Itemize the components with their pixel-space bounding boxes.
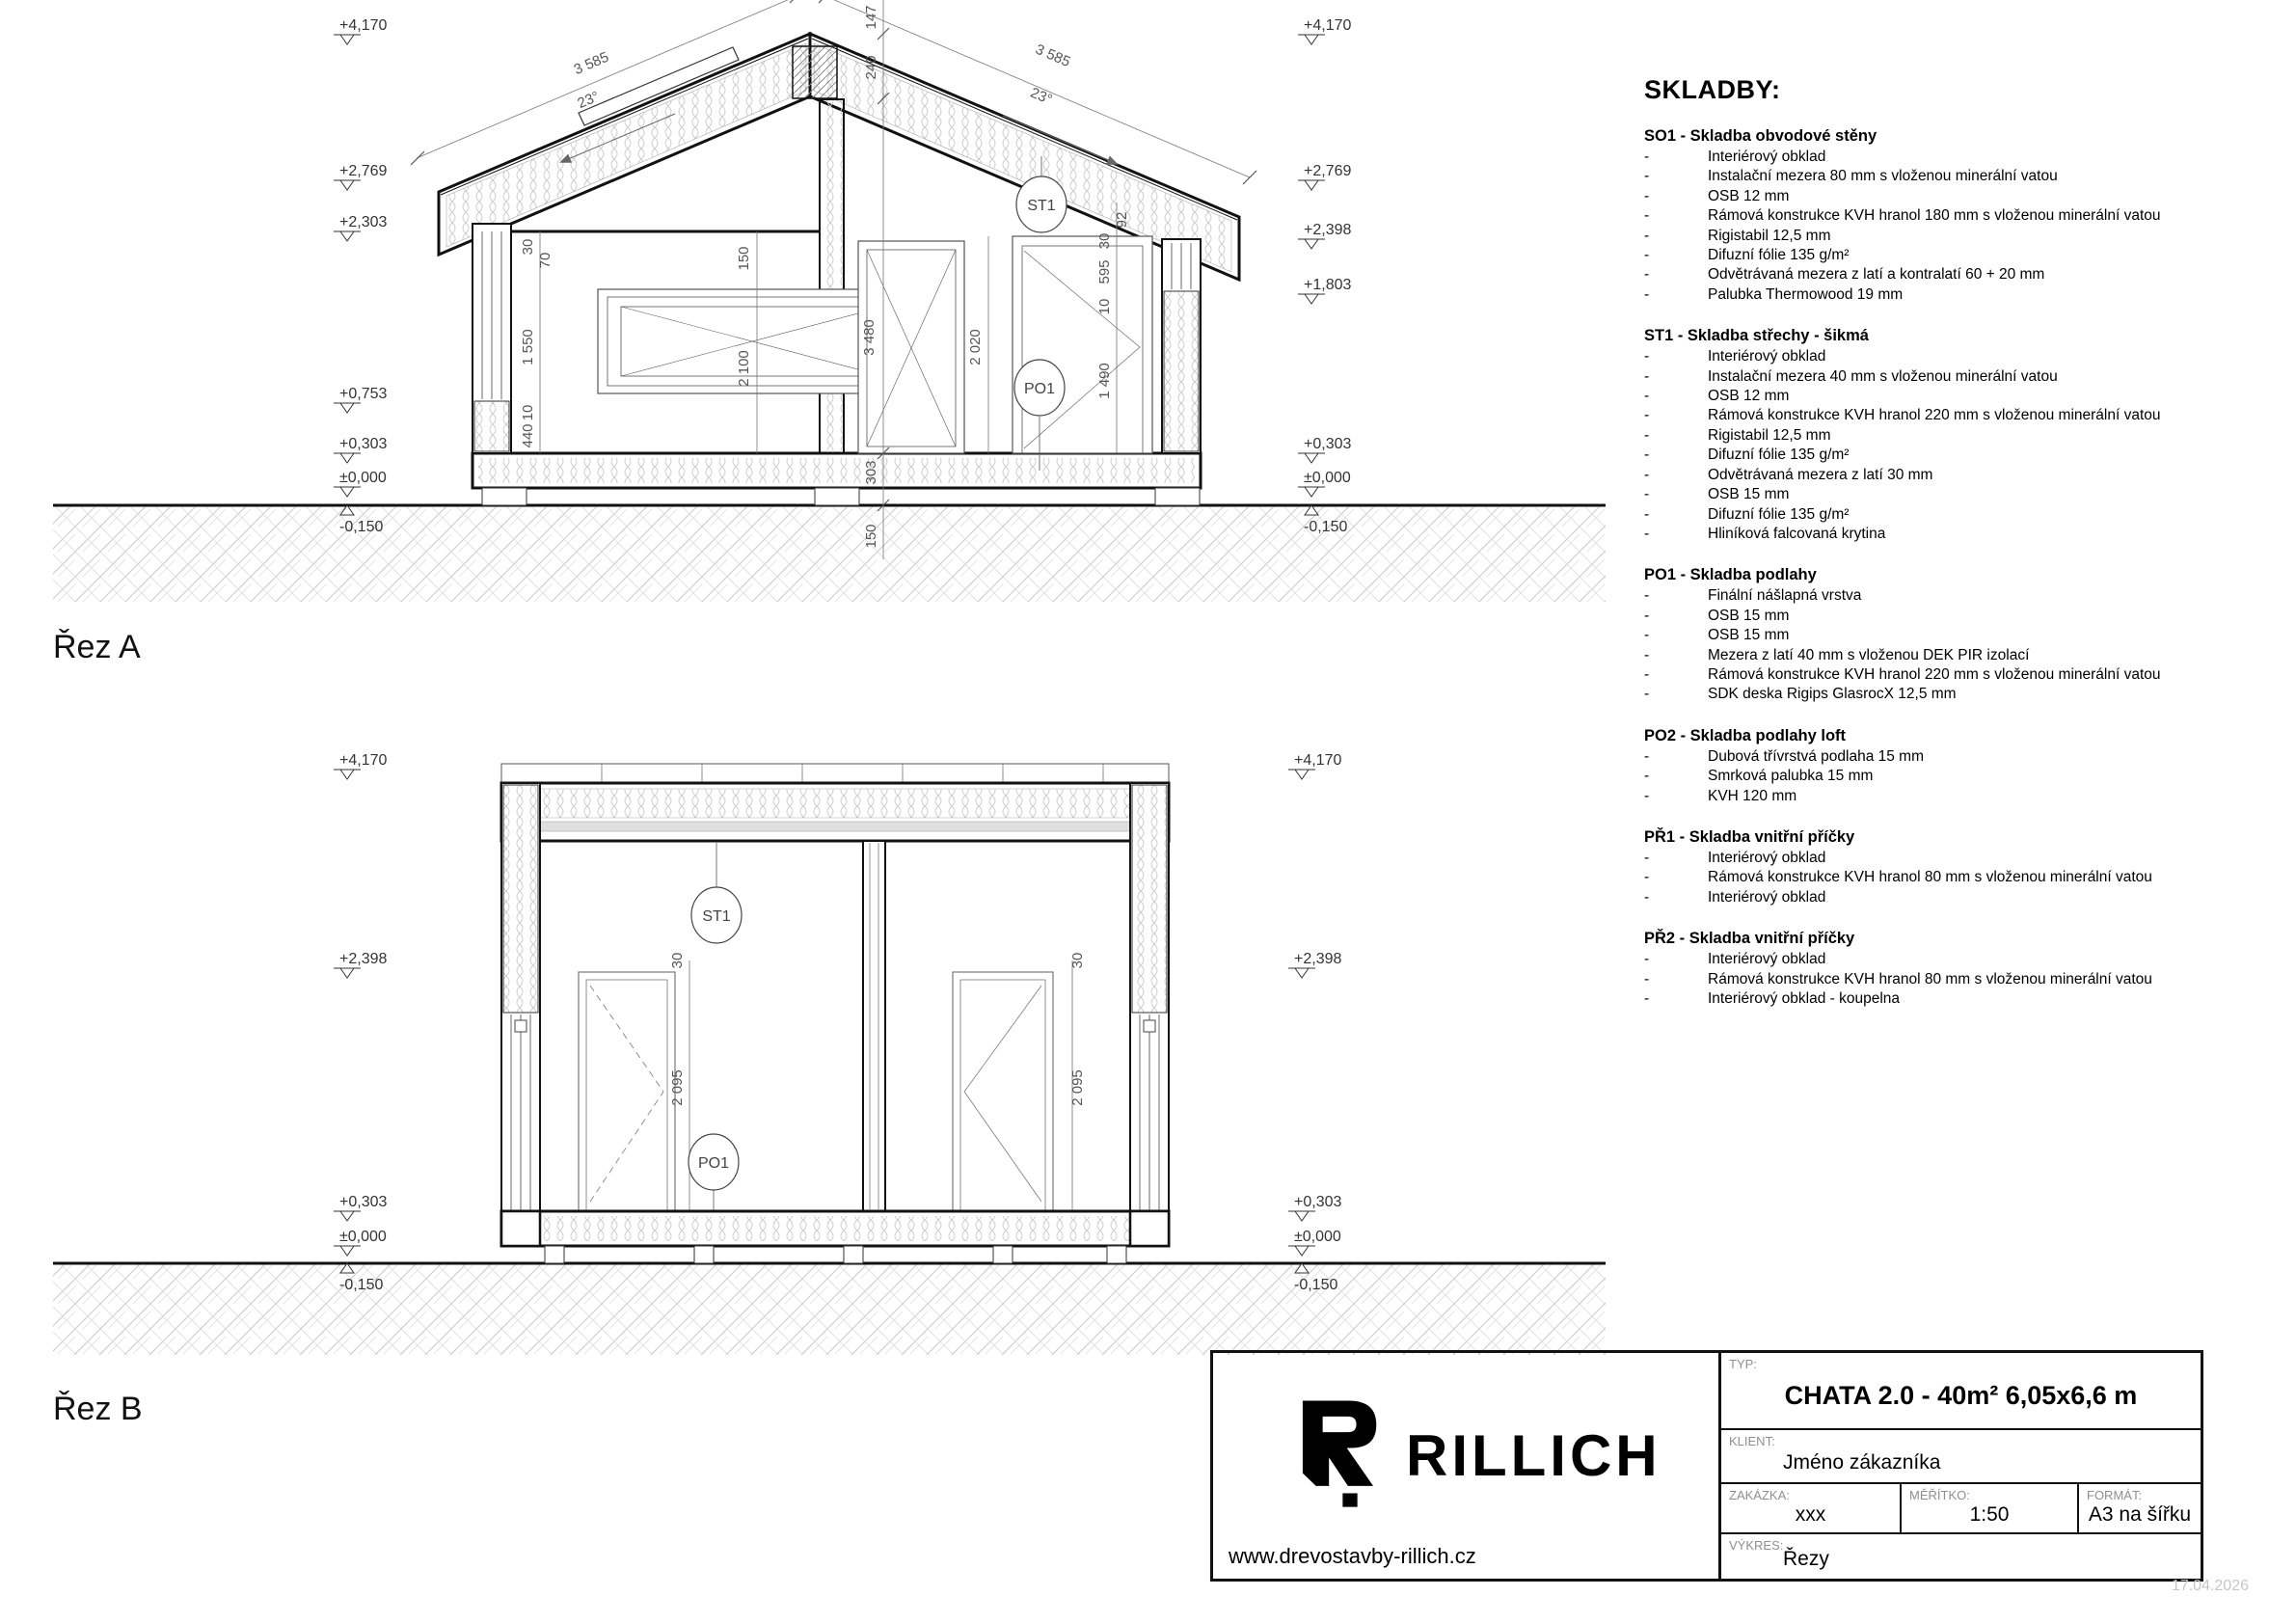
skladba-section-title: SO1 - Skladba obvodové stěny	[1644, 127, 1877, 145]
tag-text: ST1	[1027, 198, 1056, 214]
field-typ	[1721, 1353, 2201, 1430]
dim-text: 150	[863, 524, 879, 549]
section-b-door-left	[579, 972, 675, 1211]
dim-text: 440	[520, 423, 536, 448]
section-a-door-chain	[967, 236, 988, 453]
field-label: ZAKÁZKA:	[1729, 1488, 1790, 1502]
skladba-item-dash: -	[1644, 951, 1650, 968]
section-b-roof-covering	[501, 764, 1169, 783]
drawing-name: Řezy	[1783, 1548, 1829, 1570]
skladba-item-text: Difuzní fólie 135 g/m²	[1708, 505, 1850, 523]
skladba-item	[1644, 406, 2242, 425]
skladba-item-dash: -	[1644, 888, 1650, 906]
skladba-item-dash: -	[1644, 686, 1650, 703]
skladba-item	[1644, 525, 2242, 544]
skladba-item	[1644, 466, 2242, 485]
skladba-section-title: ST1 - Skladba střechy - šikmá	[1644, 327, 1869, 345]
elevation-text: -0,150	[1304, 519, 1348, 535]
elevation-text: +4,170	[1304, 17, 1352, 34]
dim-text: 70	[537, 252, 554, 269]
section-b-label: Řez B	[53, 1391, 143, 1427]
elevation-text: +4,170	[1294, 752, 1342, 769]
elevation-text: +2,398	[1304, 222, 1352, 238]
elevation-text: +4,170	[339, 17, 388, 34]
skladba-item	[1644, 767, 2242, 786]
section-a-right-wall	[1162, 239, 1201, 453]
skladba-item-dash: -	[1644, 486, 1650, 503]
client-name: Jméno zákazníka	[1783, 1451, 1941, 1474]
skladba-item-dash: -	[1644, 627, 1650, 644]
section-a-ridge-beam	[793, 46, 837, 98]
skladba-item	[1644, 265, 2242, 284]
dim-text: 2 095	[1069, 1069, 1086, 1106]
skladba-item	[1644, 485, 2242, 504]
field-klient	[1721, 1430, 2201, 1484]
field-label: MĚŘÍTKO:	[1909, 1488, 1970, 1502]
elevation-text: ±0,000	[1294, 1229, 1341, 1245]
skladby-panel	[1644, 75, 2242, 1009]
skladba-item-text: OSB 15 mm	[1708, 627, 1790, 644]
skladba-item-text: Interiérový obklad - koupelna	[1708, 990, 1901, 1007]
title-block	[1210, 1350, 2203, 1582]
skladba-item-dash: -	[1644, 505, 1650, 523]
dim-text: 10	[520, 404, 536, 421]
skladba-item	[1644, 586, 2242, 606]
skladba-item-dash: -	[1644, 168, 1650, 185]
skladba-item	[1644, 849, 2242, 868]
skladba-section	[1644, 566, 2242, 704]
field-label: TYP:	[1729, 1357, 1757, 1371]
tag-text: ST1	[702, 908, 731, 925]
skladba-item-dash: -	[1644, 466, 1650, 483]
skladba-section-title: PŘ2 - Skladba vnitřní příčky	[1644, 930, 1855, 948]
skladba-item-text: Rigistabil 12,5 mm	[1708, 426, 1831, 444]
skladba-item-text: OSB 12 mm	[1708, 388, 1790, 405]
skladba-item	[1644, 206, 2242, 226]
section-a-ground	[53, 505, 1606, 602]
dim-text: 30	[669, 952, 686, 969]
skladba-item-text: Rámová konstrukce KVH hranol 80 mm s vloženou minerální vatou	[1708, 970, 2152, 987]
elevation-text: ±0,000	[339, 470, 387, 486]
skladba-item-dash: -	[1644, 446, 1650, 464]
skladba-item-dash: -	[1644, 348, 1650, 365]
section-b-roof	[501, 783, 1169, 841]
skladba-item-dash: -	[1644, 285, 1650, 303]
skladba-item	[1644, 989, 2242, 1009]
dim-text: 30	[520, 238, 536, 256]
field-row-3	[1721, 1484, 2201, 1534]
elevation-text: ±0,000	[339, 1229, 387, 1245]
scale-value: 1:50	[1969, 1503, 2010, 1526]
skladba-item-dash: -	[1644, 970, 1650, 987]
dim-text: 3 585	[571, 48, 611, 79]
elevation-text: +0,303	[1304, 436, 1352, 452]
skladba-item	[1644, 285, 2242, 305]
skladba-section-title: PO2 - Skladba podlahy loft	[1644, 726, 1847, 744]
skladba-item	[1644, 607, 2242, 626]
dim-text: 1 490	[1096, 363, 1113, 399]
skladba-item	[1644, 426, 2242, 446]
skladby-sections	[1644, 127, 2242, 1009]
dim-text: 92	[1114, 211, 1130, 229]
title-block-info	[1721, 1353, 2201, 1579]
skladba-item-dash: -	[1644, 388, 1650, 405]
skladba-section	[1644, 930, 2242, 1009]
dim-text: 23°	[1027, 84, 1055, 109]
skladba-item-text: KVH 120 mm	[1708, 787, 1797, 804]
section-a-floor-slab	[473, 453, 1201, 505]
project-title: CHATA 2.0 - 40m² 6,05x6,6 m	[1784, 1380, 2138, 1410]
skladba-item-text: Interiérový obklad	[1708, 888, 1826, 906]
skladba-item-text: Palubka Thermowood 19 mm	[1708, 285, 1904, 303]
skladba-item-dash: -	[1644, 227, 1650, 244]
skladba-item	[1644, 367, 2242, 387]
dim-text: 2 020	[967, 329, 984, 365]
skladba-item-text: Odvětrávaná mezera z latí 30 mm	[1708, 466, 1933, 483]
skladba-item	[1644, 868, 2242, 887]
skladba-item-dash: -	[1644, 607, 1650, 624]
skladba-item	[1644, 446, 2242, 465]
section-b-right-wall	[1130, 783, 1169, 1211]
section-b-floor-slab	[501, 1211, 1169, 1263]
tag-text: PO1	[1023, 381, 1056, 397]
skladba-item-dash: -	[1644, 869, 1650, 886]
skladba-item-text: Rámová konstrukce KVH hranol 180 mm s vloženou minerální vatou	[1708, 207, 2161, 225]
skladba-item-dash: -	[1644, 990, 1650, 1007]
skladba-item	[1644, 685, 2242, 704]
section-a-label: Řez A	[53, 629, 141, 665]
section-a	[53, 0, 1606, 665]
skladba-item-text: Rámová konstrukce KVH hranol 80 mm s vloženou minerální vatou	[1708, 869, 2152, 886]
skladba-section	[1644, 327, 2242, 544]
section-b-elevations-left	[334, 752, 387, 1293]
skladba-item	[1644, 148, 2242, 167]
skladba-item-dash: -	[1644, 849, 1650, 866]
skladba-item-text: Hliníková falcovaná krytina	[1708, 525, 1886, 542]
order-number: xxx	[1795, 1503, 1826, 1526]
dim-text: 303	[863, 460, 879, 485]
skladba-item	[1644, 970, 2242, 989]
skladba-item	[1644, 187, 2242, 206]
dim-text: 1 550	[520, 329, 536, 365]
skladba-item	[1644, 505, 2242, 525]
composition-tag-st1	[691, 843, 742, 943]
skladba-section	[1644, 127, 2242, 305]
elevation-text: +1,803	[1304, 277, 1352, 293]
section-b-ground	[53, 1263, 1606, 1355]
skladba-item-dash: -	[1644, 407, 1650, 424]
elevation-text: -0,150	[339, 519, 384, 535]
dim-text: 2 095	[669, 1069, 686, 1106]
section-a-elevations-right	[1298, 17, 1351, 535]
format-value: A3 na šířku	[2088, 1503, 2192, 1526]
elevation-text: +2,769	[1304, 163, 1352, 179]
skladba-item	[1644, 646, 2242, 665]
skladba-section-title: PŘ1 - Skladba vnitřní příčky	[1644, 827, 1855, 846]
skladba-item-text: Difuzní fólie 135 g/m²	[1708, 446, 1850, 464]
rillich-logo-icon	[1296, 1395, 1381, 1516]
field-meritko	[1902, 1484, 2079, 1532]
skladba-item-dash: -	[1644, 787, 1650, 804]
skladba-section	[1644, 727, 2242, 806]
skladba-item-text: Interiérový obklad	[1708, 951, 1826, 968]
skladba-item	[1644, 387, 2242, 406]
skladba-item-dash: -	[1644, 266, 1650, 284]
field-zakazka	[1721, 1484, 1902, 1532]
skladba-item-dash: -	[1644, 247, 1650, 264]
elevation-text: +0,303	[1294, 1194, 1342, 1210]
skladba-item	[1644, 167, 2242, 186]
field-label: FORMÁT:	[2087, 1488, 2143, 1502]
skladba-item-text: Mezera z latí 40 mm s vloženou DEK PIR izolací	[1708, 646, 2030, 663]
logo-text: RILLICH	[1406, 1423, 1661, 1488]
section-a-partition	[820, 99, 844, 453]
skladba-section	[1644, 828, 2242, 907]
skladba-item-dash: -	[1644, 768, 1650, 785]
dim-text: 10	[1096, 298, 1113, 315]
skladba-item-text: Finální nášlapná vrstva	[1708, 587, 1862, 605]
elevation-text: +2,303	[339, 214, 388, 230]
section-b-left-wall	[501, 783, 540, 1211]
section-a-elevations-left	[334, 17, 387, 535]
skladba-item	[1644, 665, 2242, 685]
dim-text: 3 480	[861, 319, 878, 356]
skladba-item-dash: -	[1644, 187, 1650, 204]
skladba-item-dash: -	[1644, 426, 1650, 444]
skladba-item-text: Interiérový obklad	[1708, 348, 1826, 365]
skladba-item-text: SDK deska Rigips GlasrocX 12,5 mm	[1708, 686, 1957, 703]
skladba-item-dash: -	[1644, 367, 1650, 385]
skladba-item-text: Difuzní fólie 135 g/m²	[1708, 247, 1850, 264]
skladba-item-text: Rigistabil 12,5 mm	[1708, 227, 1831, 244]
elevation-text: +0,303	[339, 1194, 388, 1210]
dim-text: 23°	[575, 88, 603, 113]
field-label: KLIENT:	[1729, 1434, 1775, 1448]
elevation-text: +2,398	[339, 951, 388, 967]
skladba-item-text: OSB 12 mm	[1708, 187, 1790, 204]
skladba-item-dash: -	[1644, 587, 1650, 605]
skladba-item-text: Interiérový obklad	[1708, 849, 1826, 866]
dim-text: 30	[1069, 952, 1086, 969]
section-b-partition	[863, 841, 885, 1211]
dim-text: 3 585	[1033, 41, 1073, 71]
field-format	[2079, 1484, 2201, 1532]
elevation-text: +2,398	[1294, 951, 1342, 967]
skladba-item-dash: -	[1644, 525, 1650, 542]
website-text: www.drevostavby-rillich.cz	[1229, 1544, 1476, 1568]
dim-text: 240	[863, 55, 879, 80]
skladba-item-dash: -	[1644, 665, 1650, 683]
section-b	[53, 752, 1606, 1427]
field-vykres	[1721, 1534, 2201, 1579]
skladba-item-text: Dubová třívrstvá podlaha 15 mm	[1708, 747, 1924, 765]
skladba-item	[1644, 626, 2242, 645]
skladba-item-dash: -	[1644, 747, 1650, 765]
skladba-item-text: OSB 15 mm	[1708, 486, 1790, 503]
dim-text: 150	[736, 246, 752, 271]
skladba-item-text: Rámová konstrukce KVH hranol 220 mm s vloženou minerální vatou	[1708, 665, 2161, 683]
elevation-text: ±0,000	[1304, 470, 1351, 486]
skladba-item-text: OSB 15 mm	[1708, 607, 1790, 624]
skladba-item	[1644, 227, 2242, 246]
logo-area	[1213, 1353, 1721, 1579]
skladba-item	[1644, 347, 2242, 366]
section-a-door	[1013, 236, 1152, 453]
elevation-text: +2,769	[339, 163, 388, 179]
tag-text: PO1	[697, 1155, 730, 1172]
section-b-right-door-chain	[1069, 953, 1086, 1211]
section-b-elevations-right	[1288, 752, 1341, 1293]
skladba-item	[1644, 950, 2242, 969]
skladba-item-dash: -	[1644, 149, 1650, 165]
section-a-roof-left	[439, 34, 810, 255]
dim-text: 147	[863, 5, 879, 30]
elevation-text: +0,753	[339, 386, 388, 402]
dim-text: 2 100	[736, 350, 752, 387]
skladba-item-text: Odvětrávaná mezera z latí a kontralatí 60 + 20 mm	[1708, 266, 2045, 284]
skladba-item-dash: -	[1644, 646, 1650, 663]
skladba-section-title: PO1 - Skladba podlahy	[1644, 566, 1817, 584]
elevation-text: -0,150	[339, 1277, 384, 1293]
dim-text: 30	[1096, 232, 1113, 250]
date-stamp: 17.04.2026	[2171, 1578, 2249, 1594]
skladba-item	[1644, 787, 2242, 806]
skladba-item	[1644, 246, 2242, 265]
skladba-item-text: Instalační mezera 80 mm s vloženou minerální vatou	[1708, 168, 2058, 185]
dim-text: 595	[1096, 259, 1113, 284]
skladba-item-text: Interiérový obklad	[1708, 149, 1826, 165]
elevation-text: +4,170	[339, 752, 388, 769]
section-a-left-wall	[473, 224, 511, 453]
skladba-item-text: Instalační mezera 40 mm s vloženou minerální vatou	[1708, 367, 2058, 385]
skladba-item-text: Smrková palubka 15 mm	[1708, 768, 1874, 785]
skladba-item-dash: -	[1644, 207, 1650, 225]
elevation-text: -0,150	[1294, 1277, 1338, 1293]
section-a-left-chain	[520, 231, 554, 453]
skladba-item	[1644, 888, 2242, 907]
elevation-text: +0,303	[339, 436, 388, 452]
field-label: VÝKRES:	[1729, 1538, 1784, 1553]
skladby-title: SKLADBY:	[1644, 75, 1781, 104]
skladba-item	[1644, 747, 2242, 767]
skladba-item-text: Rámová konstrukce KVH hranol 220 mm s vloženou minerální vatou	[1708, 407, 2161, 424]
section-b-door-right	[953, 972, 1053, 1211]
